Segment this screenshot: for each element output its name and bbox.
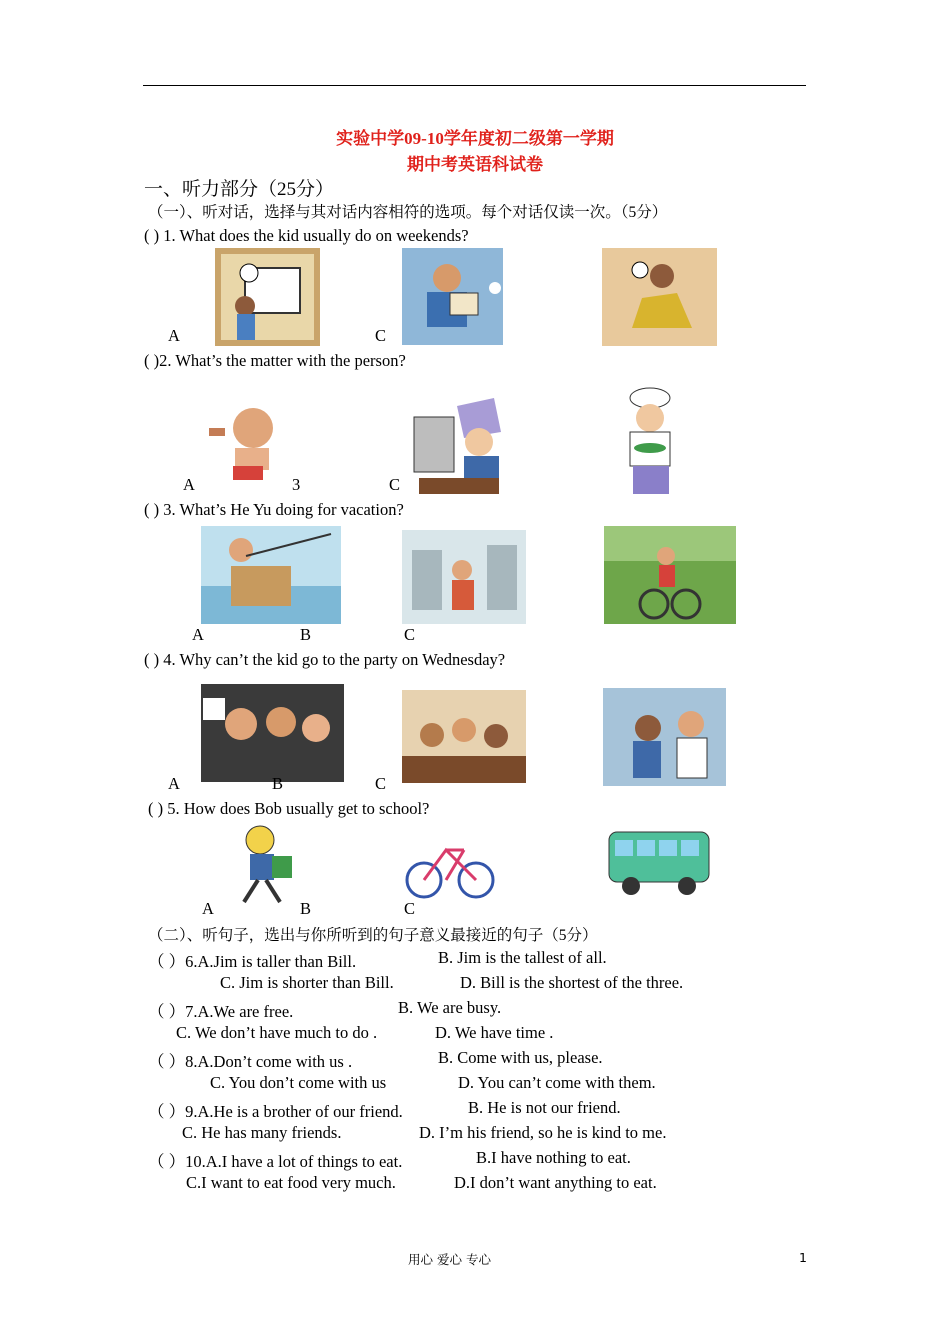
item-6-option-d: D. Bill is the shortest of the three.: [460, 973, 684, 992]
option-label: 3: [292, 475, 301, 494]
item-9-option-d: D. I’m his friend, so he is kind to me.: [419, 1123, 667, 1142]
item-8-option-c: C. You don’t come with us: [210, 1073, 387, 1092]
kid-exercising-picture: [602, 248, 717, 346]
item-6-line1: （ ）6.A.Jim is taller than Bill.: [148, 952, 357, 971]
kid-painting-picture: [215, 248, 320, 346]
question-4: ( ) 4. Why can’t the kid go to the party on Wednesday?: [144, 650, 506, 669]
kid-sightseeing-picture: [402, 530, 526, 624]
item-7-option-d: D. We have time .: [435, 1023, 554, 1042]
option-label: C: [375, 326, 387, 345]
item-10-option-b: B.I have nothing to eat.: [476, 1148, 631, 1167]
item-6-option-b: B. Jim is the tallest of all.: [438, 948, 607, 967]
item-6-option-c: C. Jim is shorter than Bill.: [220, 973, 394, 992]
kid-reading-picture: [402, 248, 503, 345]
item-9-line1: （ ）9.A.He is a brother of our friend.: [148, 1102, 403, 1121]
option-label: A: [168, 326, 180, 345]
item-8-option-b: B. Come with us, please.: [438, 1048, 603, 1067]
part1-instruction: （一）、听对话，选择与其对话内容相符的选项。每个对话仅读一次。（5分）: [148, 204, 668, 221]
item-8-line1: （ ）8.A.Don’t come with us .: [148, 1052, 353, 1071]
chef-eating-picture: [613, 386, 686, 498]
option-label: B: [300, 899, 312, 918]
option-label: C: [404, 899, 416, 918]
item-7-option-c: C. We don’t have much to do .: [176, 1023, 378, 1042]
question-1: ( ) 1. What does the kid usually do on weekends?: [144, 226, 469, 245]
option-label: A: [192, 625, 204, 644]
option-label: A: [202, 899, 214, 918]
section-heading: 一、听力部分（25分）: [144, 179, 335, 200]
question-5: ( ) 5. How does Bob usually get to school?: [148, 799, 430, 818]
doctor-visit-picture: [603, 688, 726, 786]
item-7-line1: （ ）7.A.We are free.: [148, 1002, 294, 1021]
option-label: A: [168, 774, 180, 793]
option-label: B: [300, 625, 312, 644]
bus-picture: [605, 824, 713, 898]
header-rule: [143, 85, 806, 86]
walking-kid-picture: [228, 822, 300, 906]
person-computer-picture: [409, 392, 509, 500]
item-10-option-c: C.I want to eat food very much.: [186, 1173, 396, 1192]
exam-title-line2: 期中考英语科试卷: [407, 155, 543, 174]
bicycle-picture: [404, 828, 496, 906]
option-label: C: [404, 625, 416, 644]
question-3: ( ) 3. What’s He Yu doing for vacation?: [144, 500, 404, 519]
page-number: 1: [799, 1250, 807, 1265]
kid-cycling-picture: [604, 526, 736, 624]
item-8-option-d: D. You can’t come with them.: [458, 1073, 656, 1092]
group-photo-picture: [201, 684, 344, 782]
item-9-option-b: B. He is not our friend.: [468, 1098, 621, 1117]
person-toothache-picture: [203, 400, 283, 490]
part2-instruction: （二）、听句子，选出与你所听到的句子意义最接近的句子（5分）: [148, 927, 598, 944]
footer-motto: 用心 爱心 专心: [408, 1252, 491, 1267]
concert-crowd-picture: [402, 690, 526, 783]
item-9-option-c: C. He has many friends.: [182, 1123, 342, 1142]
item-10-line1: （ ）10.A.I have a lot of things to eat.: [148, 1152, 403, 1171]
option-label: A: [183, 475, 195, 494]
option-label: C: [389, 475, 401, 494]
item-10-option-d: D.I don’t want anything to eat.: [454, 1173, 657, 1192]
item-7-option-b: B. We are busy.: [398, 998, 502, 1017]
question-2: ( )2. What’s the matter with the person?: [144, 351, 406, 370]
option-label: C: [375, 774, 387, 793]
option-label: B: [272, 774, 284, 793]
exam-title-line1: 实验中学09-10学年度初二级第一学期: [336, 129, 614, 148]
man-fishing-picture: [201, 526, 341, 624]
